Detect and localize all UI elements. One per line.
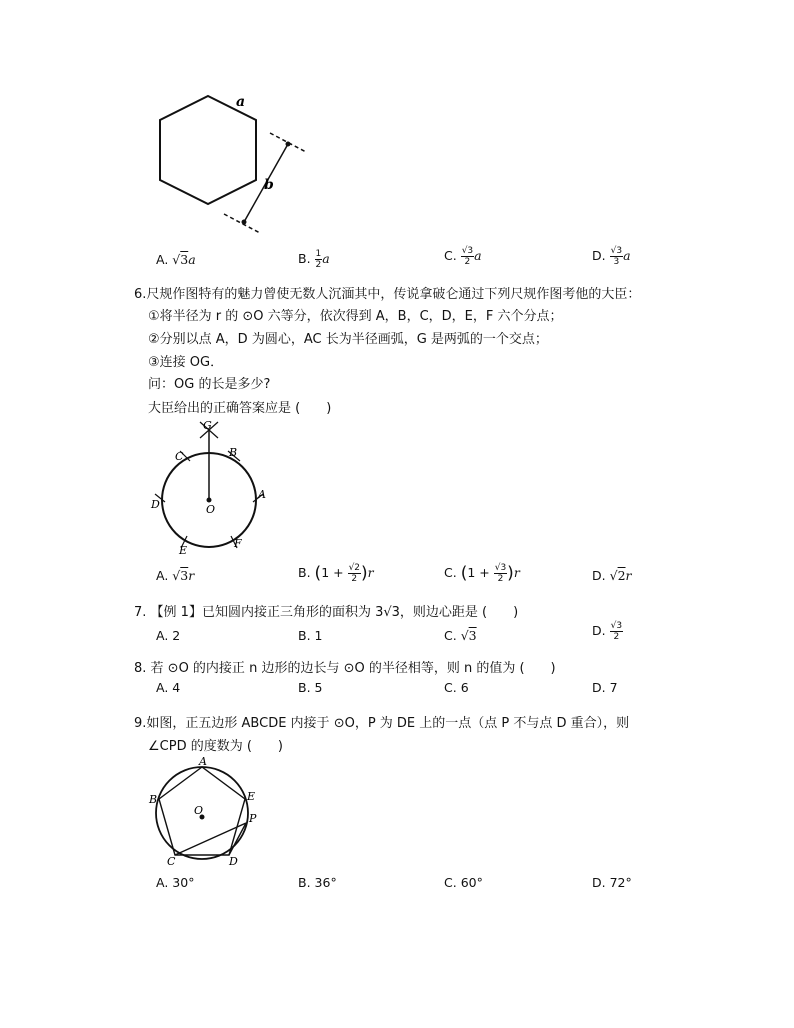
q6-answer-prompt: 大臣给出的正确答案应是 ( ) — [148, 401, 332, 416]
q8-option-c: C. 6 — [444, 680, 469, 695]
q5-option-a: A. √3a — [156, 252, 196, 267]
q6-step1: ①将半径为 r 的 ⊙O 六等分，依次得到 A，B，C，D，E，F 六个分点； — [148, 309, 563, 324]
svg-text:C: C — [175, 450, 184, 463]
q7-option-a: A. 2 — [156, 628, 181, 643]
svg-text:P: P — [249, 812, 257, 825]
svg-text:D: D — [151, 498, 160, 511]
svg-text:D: D — [229, 855, 238, 868]
q9-pentagon-figure — [145, 755, 270, 870]
svg-text:E: E — [247, 790, 256, 803]
q6-option-d: D. √2r — [592, 568, 632, 583]
q5-option-c: C. $\frac{√3}{2}$ a — [444, 246, 482, 267]
q6-step2: ②分别以点 A，D 为圆心，AC 长为半径画弧，G 是两弧的一个交点； — [148, 332, 548, 347]
svg-text:A: A — [258, 488, 266, 501]
svg-text:B: B — [229, 446, 238, 459]
q9-segment-dp — [229, 823, 246, 855]
svg-text:B: B — [149, 793, 158, 806]
q8-option-b: B. 5 — [298, 680, 323, 695]
q6-circle-figure — [145, 416, 275, 558]
q9-segment-cp — [175, 823, 246, 855]
hexagon-figure — [150, 88, 320, 238]
q8-option-d: D. 7 — [592, 680, 618, 695]
q7-text: 7. 【例 1】已知圆内接正三角形的面积为 3√3，则边心距是 ( ) — [134, 605, 519, 620]
q9-option-c: C. 60° — [444, 875, 483, 890]
svg-text:C: C — [167, 855, 176, 868]
svg-text:G: G — [203, 419, 212, 432]
hexagon-shape — [160, 96, 256, 204]
q5-option-d: D. $\frac{√3}{3}$ a — [592, 246, 631, 267]
q9-line2: ∠CPD 的度数为 ( ) — [148, 739, 283, 754]
q6-ask: 问：OG 的长是多少? — [148, 377, 271, 392]
svg-text:F: F — [234, 537, 242, 550]
q7-option-d: D. $\frac{√3}{2}$ — [592, 621, 623, 642]
q9-line1: 9.如图，正五边形 ABCDE 内接于 ⊙O，P 为 DE 上的一点（点 P 不与点 D 重合），则 — [134, 716, 630, 731]
svg-text:A: A — [199, 755, 207, 768]
q6-option-a: A. √3r — [156, 568, 195, 583]
svg-text:E: E — [179, 544, 188, 557]
q6-option-b: B. (1 + $\frac{√2}{2}$ )r — [298, 563, 374, 584]
q6-center-point — [207, 498, 212, 503]
q6-step3: ③连接 OG． — [148, 355, 224, 370]
q7-option-c: C. √3 — [444, 628, 477, 643]
q5-option-b: B. $\frac{1}{2}$ a — [298, 249, 330, 270]
q9-option-d: D. 72° — [592, 875, 632, 890]
hexagon-label-a: a — [236, 94, 246, 110]
q6-intro: 6.尺规作图特有的魅力曾使无数人沉湎其中，传说拿破仑通过下列尺规作图考他的大臣： — [134, 287, 641, 302]
q8-text: 8. 若 ⊙O 的内接正 n 边形的边长与 ⊙O 的半径相等，则 n 的值为 ( ) — [134, 661, 556, 676]
q6-option-c: C. (1 + $\frac{√3}{2}$ )r — [444, 563, 520, 584]
q9-option-b: B. 36° — [298, 875, 337, 890]
q9-option-a: A. 30° — [156, 875, 195, 890]
q8-option-a: A. 4 — [156, 680, 181, 695]
svg-text:O: O — [194, 804, 204, 817]
hexagon-label-b: b — [264, 177, 274, 193]
q7-option-b: B. 1 — [298, 628, 323, 643]
svg-text:O: O — [206, 503, 216, 516]
